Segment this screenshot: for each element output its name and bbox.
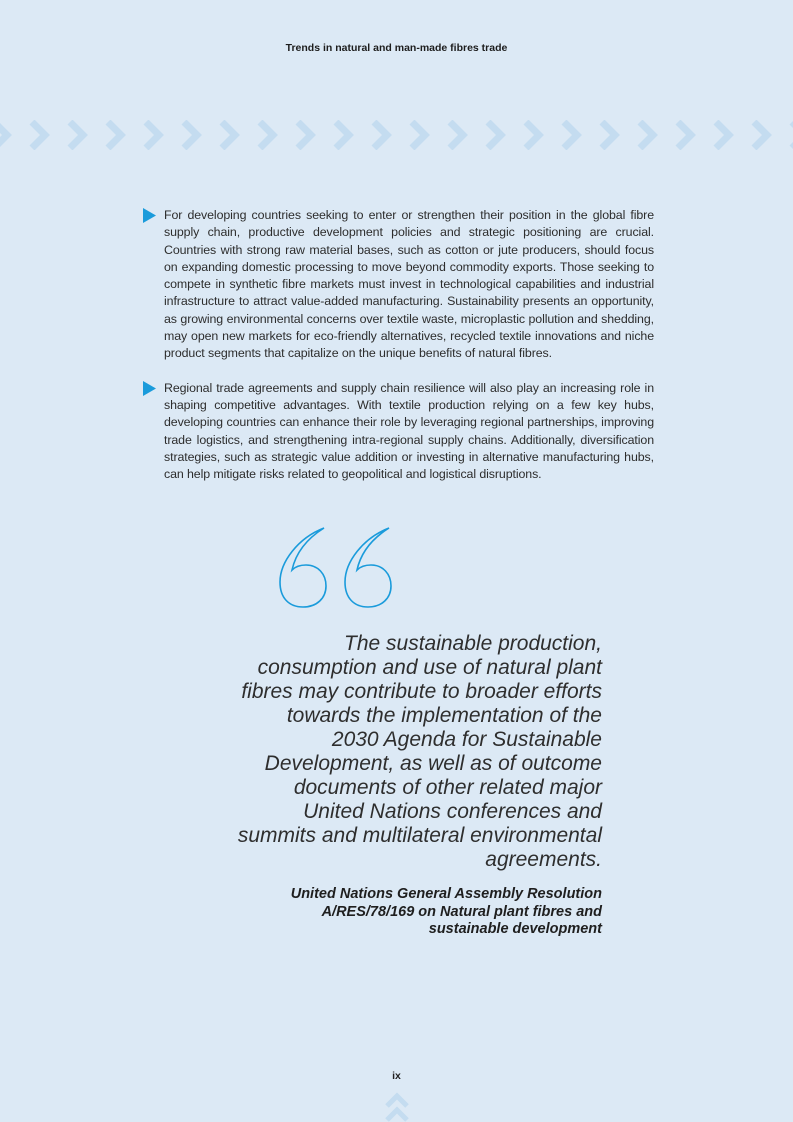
bullet-list xyxy=(142,207,654,500)
quote-attribution: United Nations General Assembly Resolution A/RES/78/169 on Natural plant fibres and sustainable development xyxy=(290,886,602,938)
chevron-right-icon xyxy=(526,122,539,148)
chevron-right-icon xyxy=(564,122,577,148)
bullet-text: Regional trade agreements and supply chain resilience will also play an increasing role in shaping competitive advantages. With textile production relying on a few key hubs, developing countries can enhance their role by leveraging regional partnerships, improving trade logistics, and strengthening intra-regional supply chains. Additionally, diversification strategies, such as strategic value addition or investing in alternative manufacturing hubs, can help mitigate risks related to geopolitical and logistical disruptions. xyxy=(164,380,654,482)
chevron-right-icon xyxy=(260,122,273,148)
chevron-right-icon xyxy=(602,122,615,148)
chevron-right-icon xyxy=(374,122,387,148)
chevron-right-icon xyxy=(488,122,501,148)
chevron-right-icon xyxy=(222,122,235,148)
chevron-right-icon xyxy=(32,122,45,148)
chevron-right-icon xyxy=(754,122,767,148)
chevron-right-icon xyxy=(640,122,653,148)
list-item xyxy=(142,380,654,484)
opening-quote-icon xyxy=(276,524,400,612)
chevron-band xyxy=(0,120,793,150)
chevron-right-icon xyxy=(412,122,425,148)
chevron-right-icon xyxy=(0,122,7,148)
chevron-right-icon xyxy=(184,122,197,148)
bullet-text: For developing countries seeking to enter or strengthen their position in the global fibre supply chain, productive development policies and strategic positioning are crucial. Countries with strong raw material bases, such as cotton or jute producers, should focus on expanding domestic processing to move beyond commodity exports. Those seeking to compete in synthetic fibre markets must invest in technological capabilities and industrial infrastructure to attract value-added manufacturing. Sustainability presents an opportunity, as growing environmental concerns over textile waste, microplastic pollution and shedding, may open new markets for eco-friendly alternatives, recycled textile innovations and niche product segments that capitalize on the unique benefits of natural fibres. xyxy=(164,208,654,361)
chevron-up-icon xyxy=(384,1090,410,1122)
chevron-right-icon xyxy=(678,122,691,148)
chevron-right-icon xyxy=(336,122,349,148)
chevron-right-icon xyxy=(70,122,83,148)
page-number: ix xyxy=(392,1070,401,1082)
chevron-right-icon xyxy=(716,122,729,148)
pull-quote: The sustainable production, consumption and use of natural plant fibres may contribute to broader efforts towards the implementation of the 2030 Agenda for Sustainable Development, as well as of outcome documents of other related major United Nations conferences and summits and multilateral environmental agreements. xyxy=(237,632,602,871)
play-triangle-icon xyxy=(142,208,157,223)
running-head: Trends in natural and man-made fibres trade xyxy=(285,42,508,54)
chevron-right-icon xyxy=(146,122,159,148)
chevron-right-icon xyxy=(450,122,463,148)
chevron-right-icon xyxy=(298,122,311,148)
play-triangle-icon xyxy=(142,381,157,396)
chevron-right-icon xyxy=(108,122,121,148)
list-item xyxy=(142,207,654,363)
